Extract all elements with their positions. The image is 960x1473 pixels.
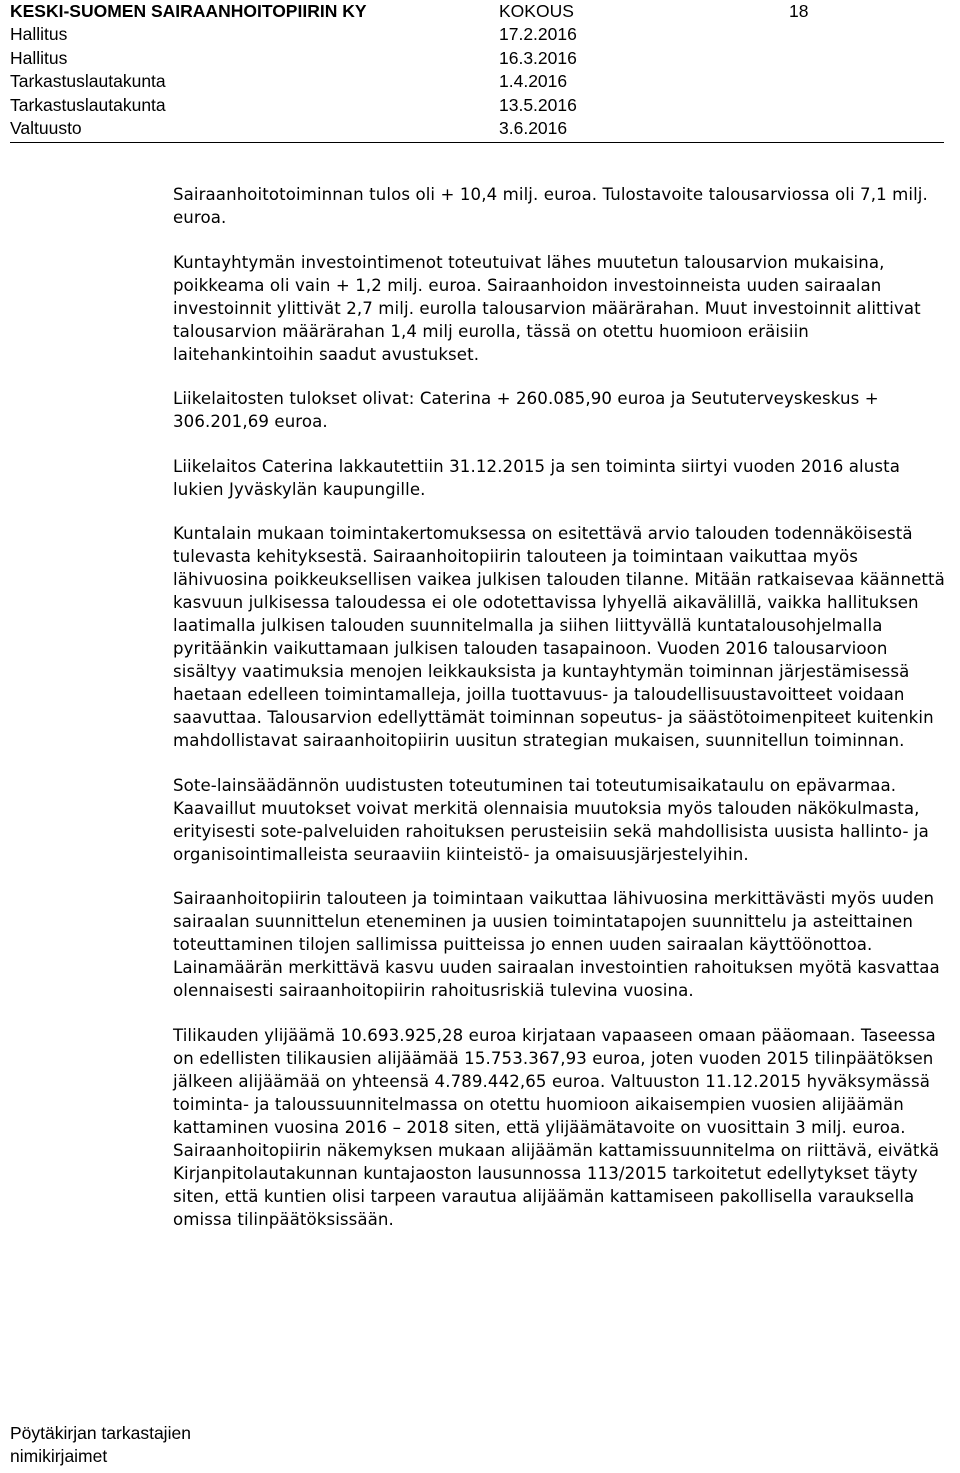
paragraph: Liikelaitos Caterina lakkautettiin 31.12.2015 ja sen toiminta siirtyi vuoden 2016 alusta lukien Jyväskylän kaupungille.	[173, 456, 900, 499]
meeting-date: 1.4.2016	[499, 71, 568, 92]
organization-name: KESKI-SUOMEN SAIRAANHOITOPIIRIN KY	[10, 1, 367, 21]
footer-line: nimikirjaimet	[10, 1446, 108, 1467]
meeting-body: Tarkastuslautakunta	[10, 94, 166, 115]
paragraph: Sairaanhoitopiirin talouteen ja toimintaan vaikuttaa lähivuosina merkittävästi myös uuden sairaalan suunnittelun eteneminen ja uusien toimintatapojen suunnittelu ja asteittainen toteuttaminen tilojen sallimissa puitteissa jo ennen uuden sairaalan käyttöönottoa. Lainamäärän merkittävä kasvu uuden sairaalan investointien rahoituksen myötä kasvattaa olennaisesti sairaanhoitopiirin rahoitusriskiä tulevina vuosina.	[173, 889, 940, 1000]
paragraph: Kuntayhtymän investointimenot toteutuivat lähes muutetun talousarvion mukaisina, poikkeama oli vain + 1,2 milj. euroa. Sairaanhoidon investoinneista uuden sairaalan investoinnit ylittivät 2,7 milj. eurolla talousarvion määrärahan. Muut investoinnit alittivat talousarvion määrärahan 1,4 milj eurolla, tässä on otettu huomioon eräisiin laitehankintoihin saadut avustukset.	[173, 252, 921, 364]
document-header	[10, 0, 944, 143]
minutes-checkers-initials	[10, 1422, 191, 1469]
meeting-body: Hallitus	[10, 47, 68, 68]
page-number: 18	[789, 1, 809, 21]
meeting-body: Tarkastuslautakunta	[10, 71, 166, 92]
meeting-date: 17.2.2016	[499, 24, 577, 45]
footer-line: Pöytäkirjan tarkastajien	[10, 1423, 191, 1443]
header-row	[10, 0, 944, 23]
document-type: KOKOUS	[499, 1, 574, 21]
meeting-row	[10, 70, 944, 93]
meeting-date: 16.3.2016	[499, 47, 577, 68]
meeting-row	[10, 117, 944, 140]
meeting-body: Hallitus	[10, 24, 68, 45]
meeting-row	[10, 23, 944, 46]
paragraph: Tilikauden ylijäämä 10.693.925,28 euroa kirjataan vapaaseen omaan pääomaan. Taseessa on edellisten tilikausien alijäämää 15.753.367,93 euroa, joten vuoden 2015 tilinpäätöksen jälkeen alijäämää on yhteensä 4.789.442,65 euroa. Valtuuston 11.12.2015 hyväksymässä toiminta- ja taloussuunnitelmassa on otettu huomioon aikaisempien vuosien alijäämän kattaminen vuosina 2016 – 2018 siten, että ylijäämätavoite on vuosittain 3 milj. euroa. Sairaanhoitopiirin näkemyksen mukaan alijäämän kattamissuunnitelma on riittävä, eivätkä Kirjanpitolautakunnan kuntajaoston lausunnossa 113/2015 tarkoitetut edellytykset täyty siten, että kuntien olisi tarpeen varautua alijäämän kattamiseen pakollisella varauksella omissa tilinpäätöksissään.	[173, 1025, 940, 1229]
meeting-body: Valtuusto	[10, 117, 82, 138]
document-body	[173, 183, 945, 1252]
paragraph: Kuntalain mukaan toimintakertomuksessa on esitettävä arvio talouden todennäköisestä tulevasta kehityksestä. Sairaanhoitopiirin talouteen ja toimintaan vaikuttaa myös lähivuosina poikkeuksellisen vaikea julkisen talouden tilanne. Mitään ratkaisevaa käännettä kasvuun julkisessa taloudessa ei ole odotettavissa lyhyellä aikavälillä, vaikka hallituksen laatimalla julkisen talouden suunnitelmalla ja siihen liittyvällä kuntatalousohjelmalla pyritäänkin vaikuttamaan julkisen talouden tasapainoon. Vuoden 2016 talousarvioon sisältyy vaatimuksia menojen leikkauksista ja kuntayhtymän toiminnan järjestämisessä haetaan edelleen toimintamalleja, joilla tuottavuus- ja taloudellisuustavoitteet voidaan saavuttaa. Talousarvion edellyttämät toiminnan sopeutus- ja säästötoimenpiteet kuitenkin mahdollistavat sairaanhoitopiirin uusitun strategian mukaisen, suunnitellun toiminnan.	[173, 524, 945, 750]
paragraph: Liikelaitosten tulokset olivat: Caterina + 260.085,90 euroa ja Seututerveyskeskus + 306.201,69 euroa.	[173, 389, 879, 431]
meeting-row	[10, 47, 944, 70]
meeting-row	[10, 94, 944, 117]
meeting-date: 3.6.2016	[499, 117, 568, 138]
paragraph: Sairaanhoitotoiminnan tulos oli + 10,4 milj. euroa. Tulostavoite talousarviossa oli 7,1 milj. euroa.	[173, 185, 928, 227]
meeting-date: 13.5.2016	[499, 94, 577, 115]
paragraph: Sote-lainsäädännön uudistusten toteutuminen tai toteutumisaikataulu on epävarmaa. Kaavaillut muutokset voivat merkitä olennaisia muutoksia myös talouden näkökulmasta, erityisesti sote-palveluiden rahoituksen perusteisiin sekä mahdollisista uusista hallinto- ja organisointimalleista seuraaviin kiinteistö- ja omaisuusjärjestelyihin.	[173, 775, 929, 864]
